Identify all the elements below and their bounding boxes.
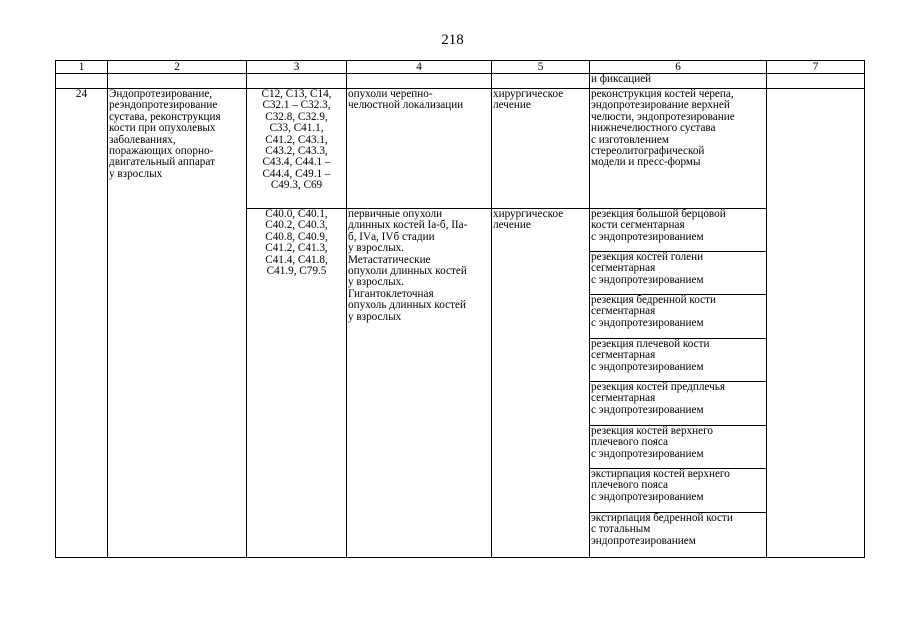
column-number: 4 xyxy=(347,61,492,74)
column-number: 1 xyxy=(56,61,108,74)
column-number-row xyxy=(56,61,865,74)
empty-cell xyxy=(247,74,347,89)
page-number: 218 xyxy=(441,32,464,48)
treatment-method: резекция костей голени сегментарная с эндопротезированием xyxy=(590,252,767,295)
table-row xyxy=(56,89,865,209)
empty-cell xyxy=(767,89,865,558)
treatment-method: экстирпация бедренной кости с тотальным эндопротезированием xyxy=(590,513,767,558)
treatment-type: хирургическое лечение xyxy=(492,209,590,558)
treatment-method: резекция бедренной кости сегментарная с эндопротезированием xyxy=(590,295,767,339)
treatment-method: резекция костей предплечья сегментарная с эндопротезированием xyxy=(590,382,767,426)
empty-cell xyxy=(492,74,590,89)
column-number: 5 xyxy=(492,61,590,74)
empty-cell xyxy=(767,74,865,89)
patient-model: первичные опухоли длинных костей Iа-б, IIа- б, IVа, IVб стадии у взрослых. Метастатические опухоли длинных костей у взрослых. Гигантоклеточная опухоль длинных костей у взрослых xyxy=(347,209,492,558)
empty-cell xyxy=(108,74,247,89)
column-number: 7 xyxy=(767,61,865,74)
treatment-method: резекция большой берцовой кости сегментарная с эндопротезированием xyxy=(590,209,767,252)
treatment-method: экстирпация костей верхнего плечевого пояса с эндопротезированием xyxy=(590,469,767,513)
treatment-type: хирургическое лечение xyxy=(492,89,590,209)
method-cell: и фиксацией xyxy=(590,74,767,89)
hmp-name: Эндопротезирование, реэндопротезирование сустава, реконструкция кости при опухолевых заболеваниях, поражающих опорно- двигательный аппарат у взрослых xyxy=(108,89,247,558)
icd-codes: С40.0, С40.1, С40.2, С40.3, С40.8, С40.9, С41.2, С41.3, С41.4, С41.8, С41.9, С79.5 xyxy=(247,209,347,558)
patient-model: опухоли черепно- челюстной локализации xyxy=(347,89,492,209)
column-number: 3 xyxy=(247,61,347,74)
column-number: 6 xyxy=(590,61,767,74)
treatment-method: резекция костей верхнего плечевого пояса с эндопротезированием xyxy=(590,426,767,469)
empty-cell xyxy=(56,74,108,89)
services-table xyxy=(55,60,865,558)
treatment-method: реконструкция костей черепа, эндопротезирование верхней челюсти, эндопротезирование нижнечелюстного сустава с изготовлением стереолитографической модели и пресс-формы xyxy=(590,89,767,209)
empty-cell xyxy=(347,74,492,89)
icd-codes: С12, С13, С14, С32.1 – С32.3, С32.8, С32.9, С33, С41.1, С41.2, С43.1, С43.2, С43.3, С43.4, С44.1 – С44.4, С49.1 – С49.3, С69 xyxy=(247,89,347,209)
column-number: 2 xyxy=(108,61,247,74)
treatment-method: резекция плечевой кости сегментарная с эндопротезированием xyxy=(590,339,767,382)
continuation-row xyxy=(56,74,865,89)
row-number: 24 xyxy=(56,89,108,558)
